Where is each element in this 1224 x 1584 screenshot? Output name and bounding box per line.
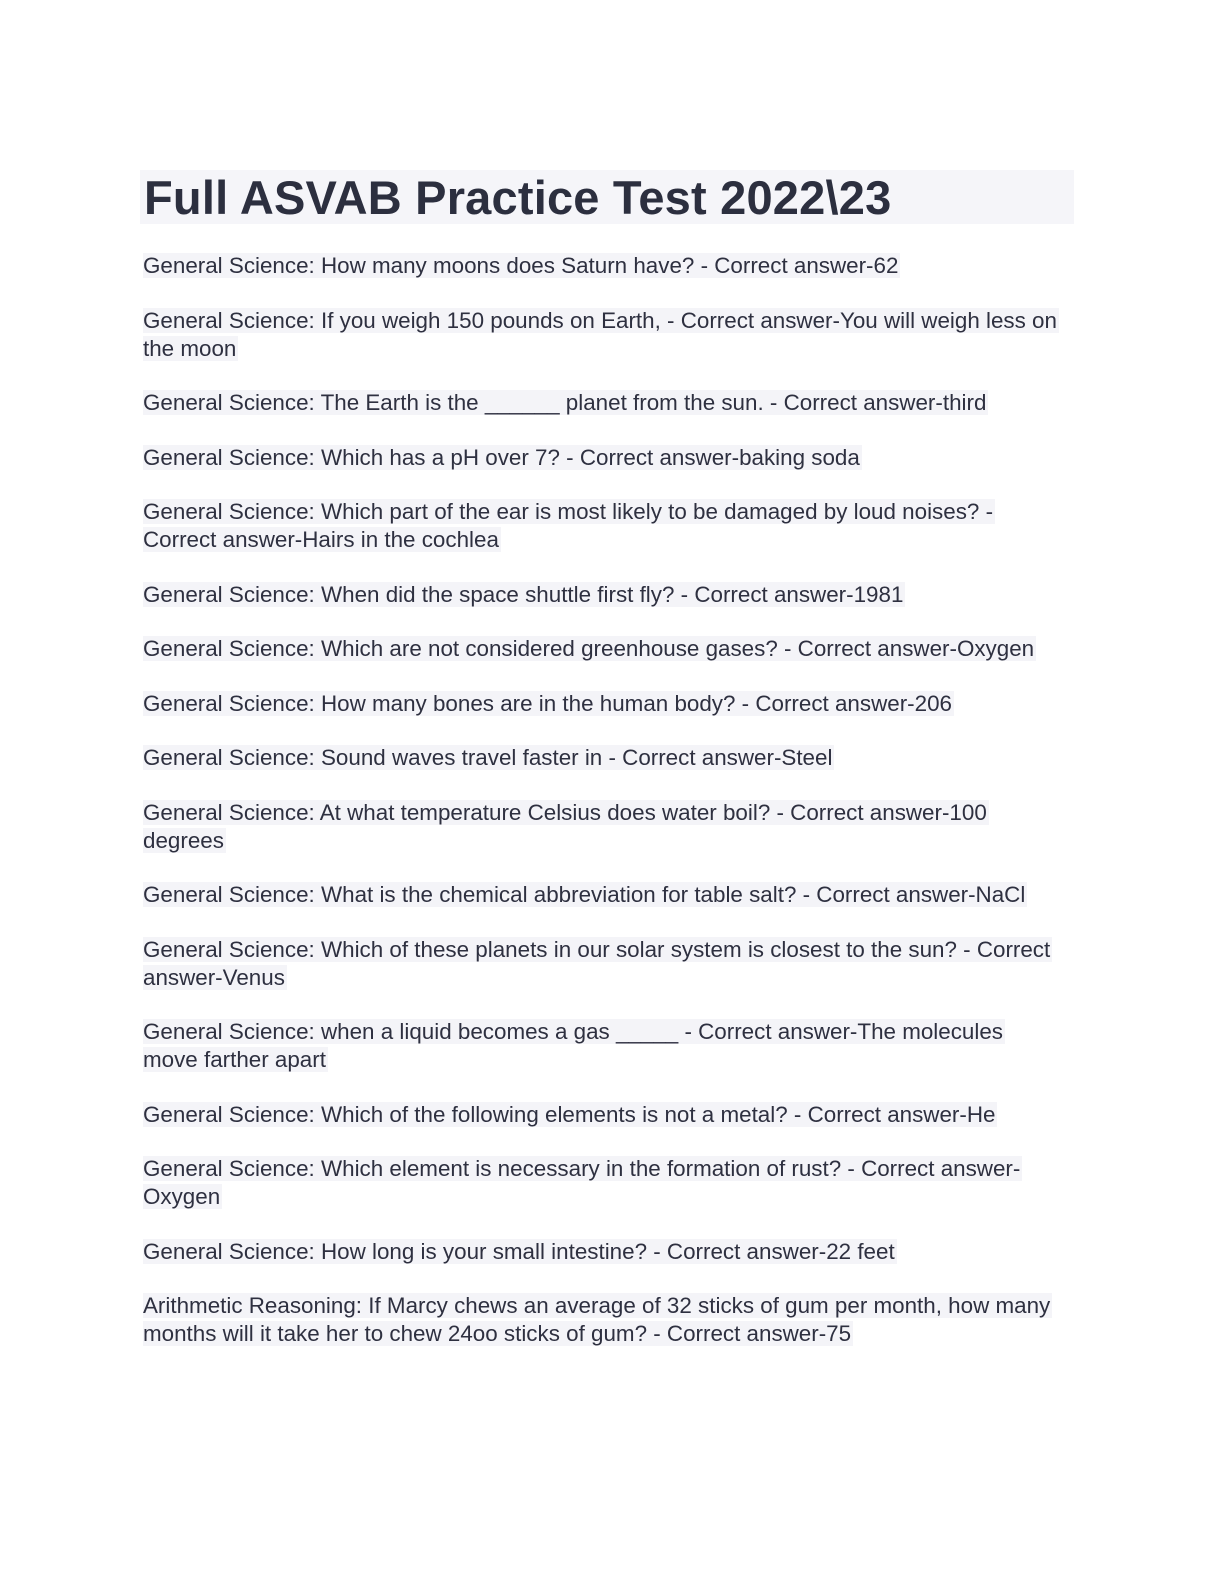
title-bar bbox=[140, 170, 1074, 224]
question-item bbox=[143, 690, 1063, 718]
question-item bbox=[143, 936, 1063, 992]
question-item bbox=[143, 252, 1063, 280]
question-text: General Science: How many bones are in the human body? - Correct answer-206 bbox=[143, 690, 952, 716]
question-item bbox=[143, 389, 1063, 417]
question-text: General Science: The Earth is the ______ planet from the sun. - Correct answer-third bbox=[143, 390, 987, 415]
question-text: General Science: Which part of the ear is most likely to be damaged by loud noises? - Correct answer-Hairs in the cochlea bbox=[143, 499, 994, 552]
question-text: General Science: If you weigh 150 pounds on Earth, - Correct answer-You will weigh less on the moon bbox=[143, 307, 1057, 361]
question-text: General Science: Which are not considered greenhouse gases? - Correct answer-Oxygen bbox=[143, 636, 1035, 661]
question-list bbox=[143, 252, 1063, 1375]
question-text: General Science: When did the space shuttle first fly? - Correct answer-1981 bbox=[143, 581, 904, 607]
question-item bbox=[143, 799, 1063, 855]
page-title: Full ASVAB Practice Test 2022\23 bbox=[144, 171, 892, 224]
question-item bbox=[143, 744, 1063, 772]
question-item bbox=[143, 881, 1063, 909]
question-item bbox=[143, 1018, 1063, 1074]
question-text: Arithmetic Reasoning: If Marcy chews an average of 32 sticks of gum per month, how many months will it take her to chew 24oo sticks of gum? - Correct answer-75 bbox=[143, 1293, 1051, 1346]
question-item bbox=[143, 1155, 1063, 1211]
question-item bbox=[143, 444, 1063, 472]
question-text: General Science: Which of the following elements is not a metal? - Correct answer-He bbox=[143, 1101, 996, 1127]
question-text: General Science: Which element is necessary in the formation of rust? - Correct answer-Oxygen bbox=[143, 1156, 1021, 1209]
question-item bbox=[143, 1238, 1063, 1266]
question-text: General Science: when a liquid becomes a gas _____ - Correct answer-The molecules move farther apart bbox=[143, 1019, 1003, 1072]
question-item bbox=[143, 307, 1063, 363]
question-text: General Science: Which of these planets in our solar system is closest to the sun? - Correct answer-Venus bbox=[143, 936, 1051, 990]
question-item bbox=[143, 1292, 1063, 1348]
question-text: General Science: How many moons does Saturn have? - Correct answer-62 bbox=[143, 253, 899, 278]
question-item bbox=[143, 1101, 1063, 1129]
question-text: General Science: At what temperature Celsius does water boil? - Correct answer-100 degrees bbox=[143, 799, 987, 853]
question-item bbox=[143, 635, 1063, 663]
question-item bbox=[143, 498, 1063, 554]
question-text: General Science: Sound waves travel faster in - Correct answer-Steel bbox=[143, 745, 833, 770]
question-text: General Science: What is the chemical abbreviation for table salt? - Correct answer-NaCl bbox=[143, 882, 1026, 907]
question-text: General Science: How long is your small intestine? - Correct answer-22 feet bbox=[143, 1238, 895, 1264]
question-item bbox=[143, 581, 1063, 609]
question-text: General Science: Which has a pH over 7? - Correct answer-baking soda bbox=[143, 444, 860, 470]
